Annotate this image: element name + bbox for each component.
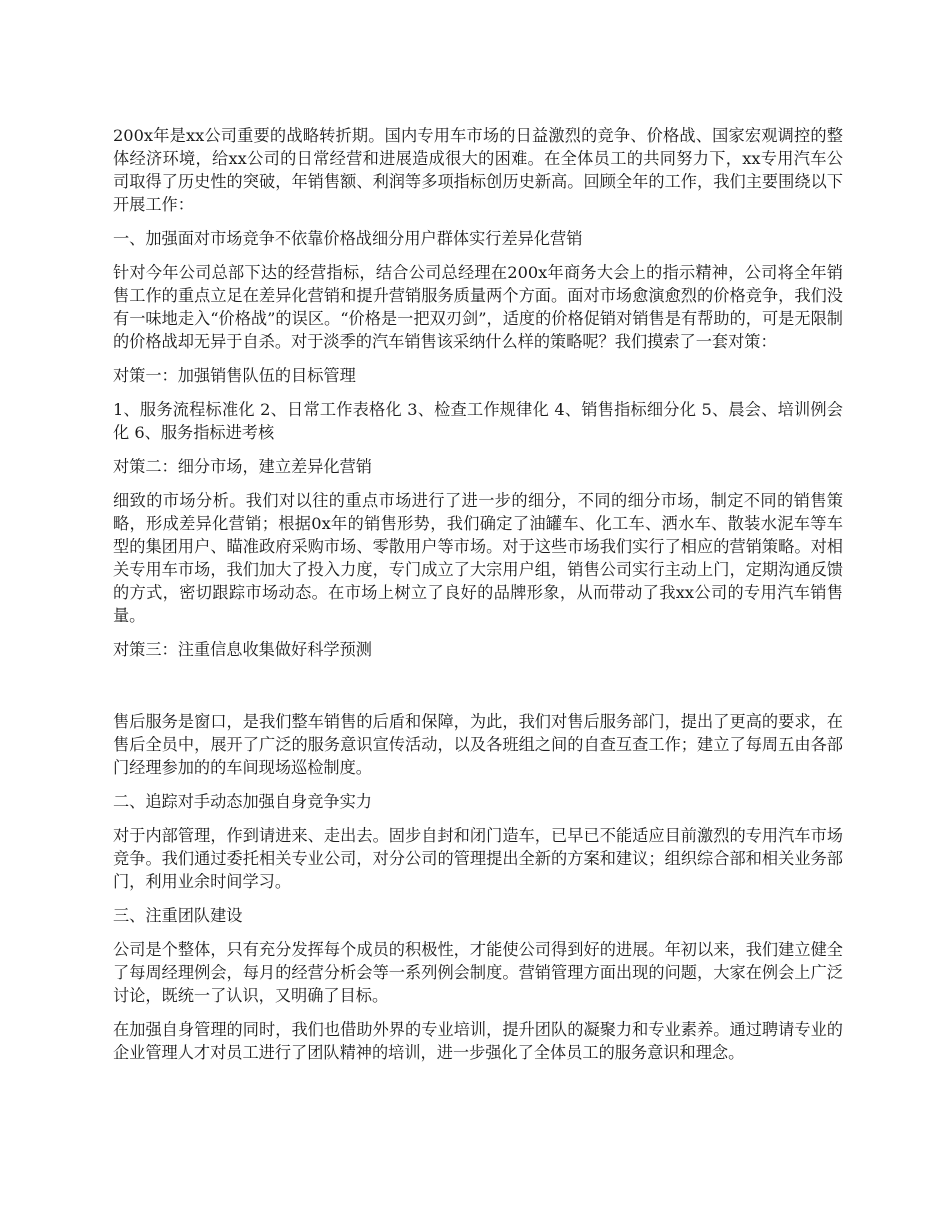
body-paragraph: 针对今年公司总部下达的经营指标，结合公司总经理在200x年商务大会上的指示精神，公司将全年销售工作的重点立足在差异化营销和提升营销服务质量两个方面。面对市场愈演愈烈的价格竞争，我们没有一味地走入“价格战”的误区。“价格是一把双刃剑”，适度的价格促销对销售是有帮助的，可是无限制的价格战却无异于自杀。对于淡季的汽车销售该采纳什么样的策略呢？我们摸索了一套对策： xyxy=(113,263,843,351)
body-paragraph: 对于内部管理，作到请进来、走出去。固步自封和闭门造车，已早已不能适应目前激烈的专用汽车市场竞争。我们通过委托相关专业公司，对分公司的管理提出全新的方案和建议；组织综合部和相关业务部门，利用业余时间学习。 xyxy=(113,826,843,891)
section-heading-2: 二、追踪对手动态加强自身竞争实力 xyxy=(113,792,372,811)
body-paragraph: 售后服务是窗口，是我们整车销售的后盾和保障，为此，我们对售后服务部门，提出了更高的要求，在售后全员中，展开了广泛的服务意识宣传活动，以及各班组之间的自查互查工作；建立了每周五由各部门经理参加的的车间现场巡检制度。 xyxy=(113,712,843,777)
section-heading-1: 一、加强面对市场竞争不依靠价格战细分用户群体实行差异化营销 xyxy=(113,229,583,248)
body-paragraph: 公司是个整体，只有充分发挥每个成员的积极性，才能使公司得到好的进展。年初以来，我们建立健全了每周经理例会，每月的经营分析会等一系列例会制度。营销管理方面出现的问题，大家在例会上广泛讨论，既统一了认识，又明确了目标。 xyxy=(113,940,843,1005)
document-body xyxy=(113,124,843,1075)
body-paragraph: 在加强自身管理的同时，我们也借助外界的专业培训，提升团队的凝聚力和专业素养。通过聘请专业的企业管理人才对员工进行了团队精神的培训，进一步强化了全体员工的服务意识和理念。 xyxy=(113,1020,843,1062)
section-heading-3: 三、注重团队建设 xyxy=(113,906,243,925)
body-paragraph: 细致的市场分析。我们对以往的重点市场进行了进一步的细分，不同的细分市场，制定不同的销售策略，形成差异化营销；根据0x年的销售形势，我们确定了油罐车、化工车、洒水车、散装水泥车等车型的集团用户、瞄准政府采购市场、零散用户等市场。对于这些市场我们实行了相应的营销策略。对相关专用车市场，我们加大了投入力度，专门成立了大宗用户组，销售公司实行主动上门，定期沟通反馈的方式，密切跟踪市场动态。在市场上树立了良好的品牌形象，从而带动了我xx公司的专用汽车销售量。 xyxy=(113,491,843,625)
strategy-heading-1: 对策一：加强销售队伍的目标管理 xyxy=(113,366,356,385)
blank-gap xyxy=(113,672,843,710)
intro-paragraph: 200x年是xx公司重要的战略转折期。国内专用车市场的日益激烈的竞争、价格战、国家宏观调控的整体经济环境，给xx公司的日常经营和进展造成很大的困难。在全体员工的共同努力下，xx专用汽车公司取得了历史性的突破，年销售额、利润等多项指标创历史新高。回顾全年的工作，我们主要围绕以下开展工作： xyxy=(113,126,843,214)
body-paragraph: 1、服务流程标准化 2、日常工作表格化 3、检查工作规律化 4、销售指标细分化 5、晨会、培训例会化 6、服务指标进考核 xyxy=(113,400,843,442)
strategy-heading-2: 对策二：细分市场，建立差异化营销 xyxy=(113,457,372,476)
strategy-heading-3: 对策三：注重信息收集做好科学预测 xyxy=(113,640,372,659)
